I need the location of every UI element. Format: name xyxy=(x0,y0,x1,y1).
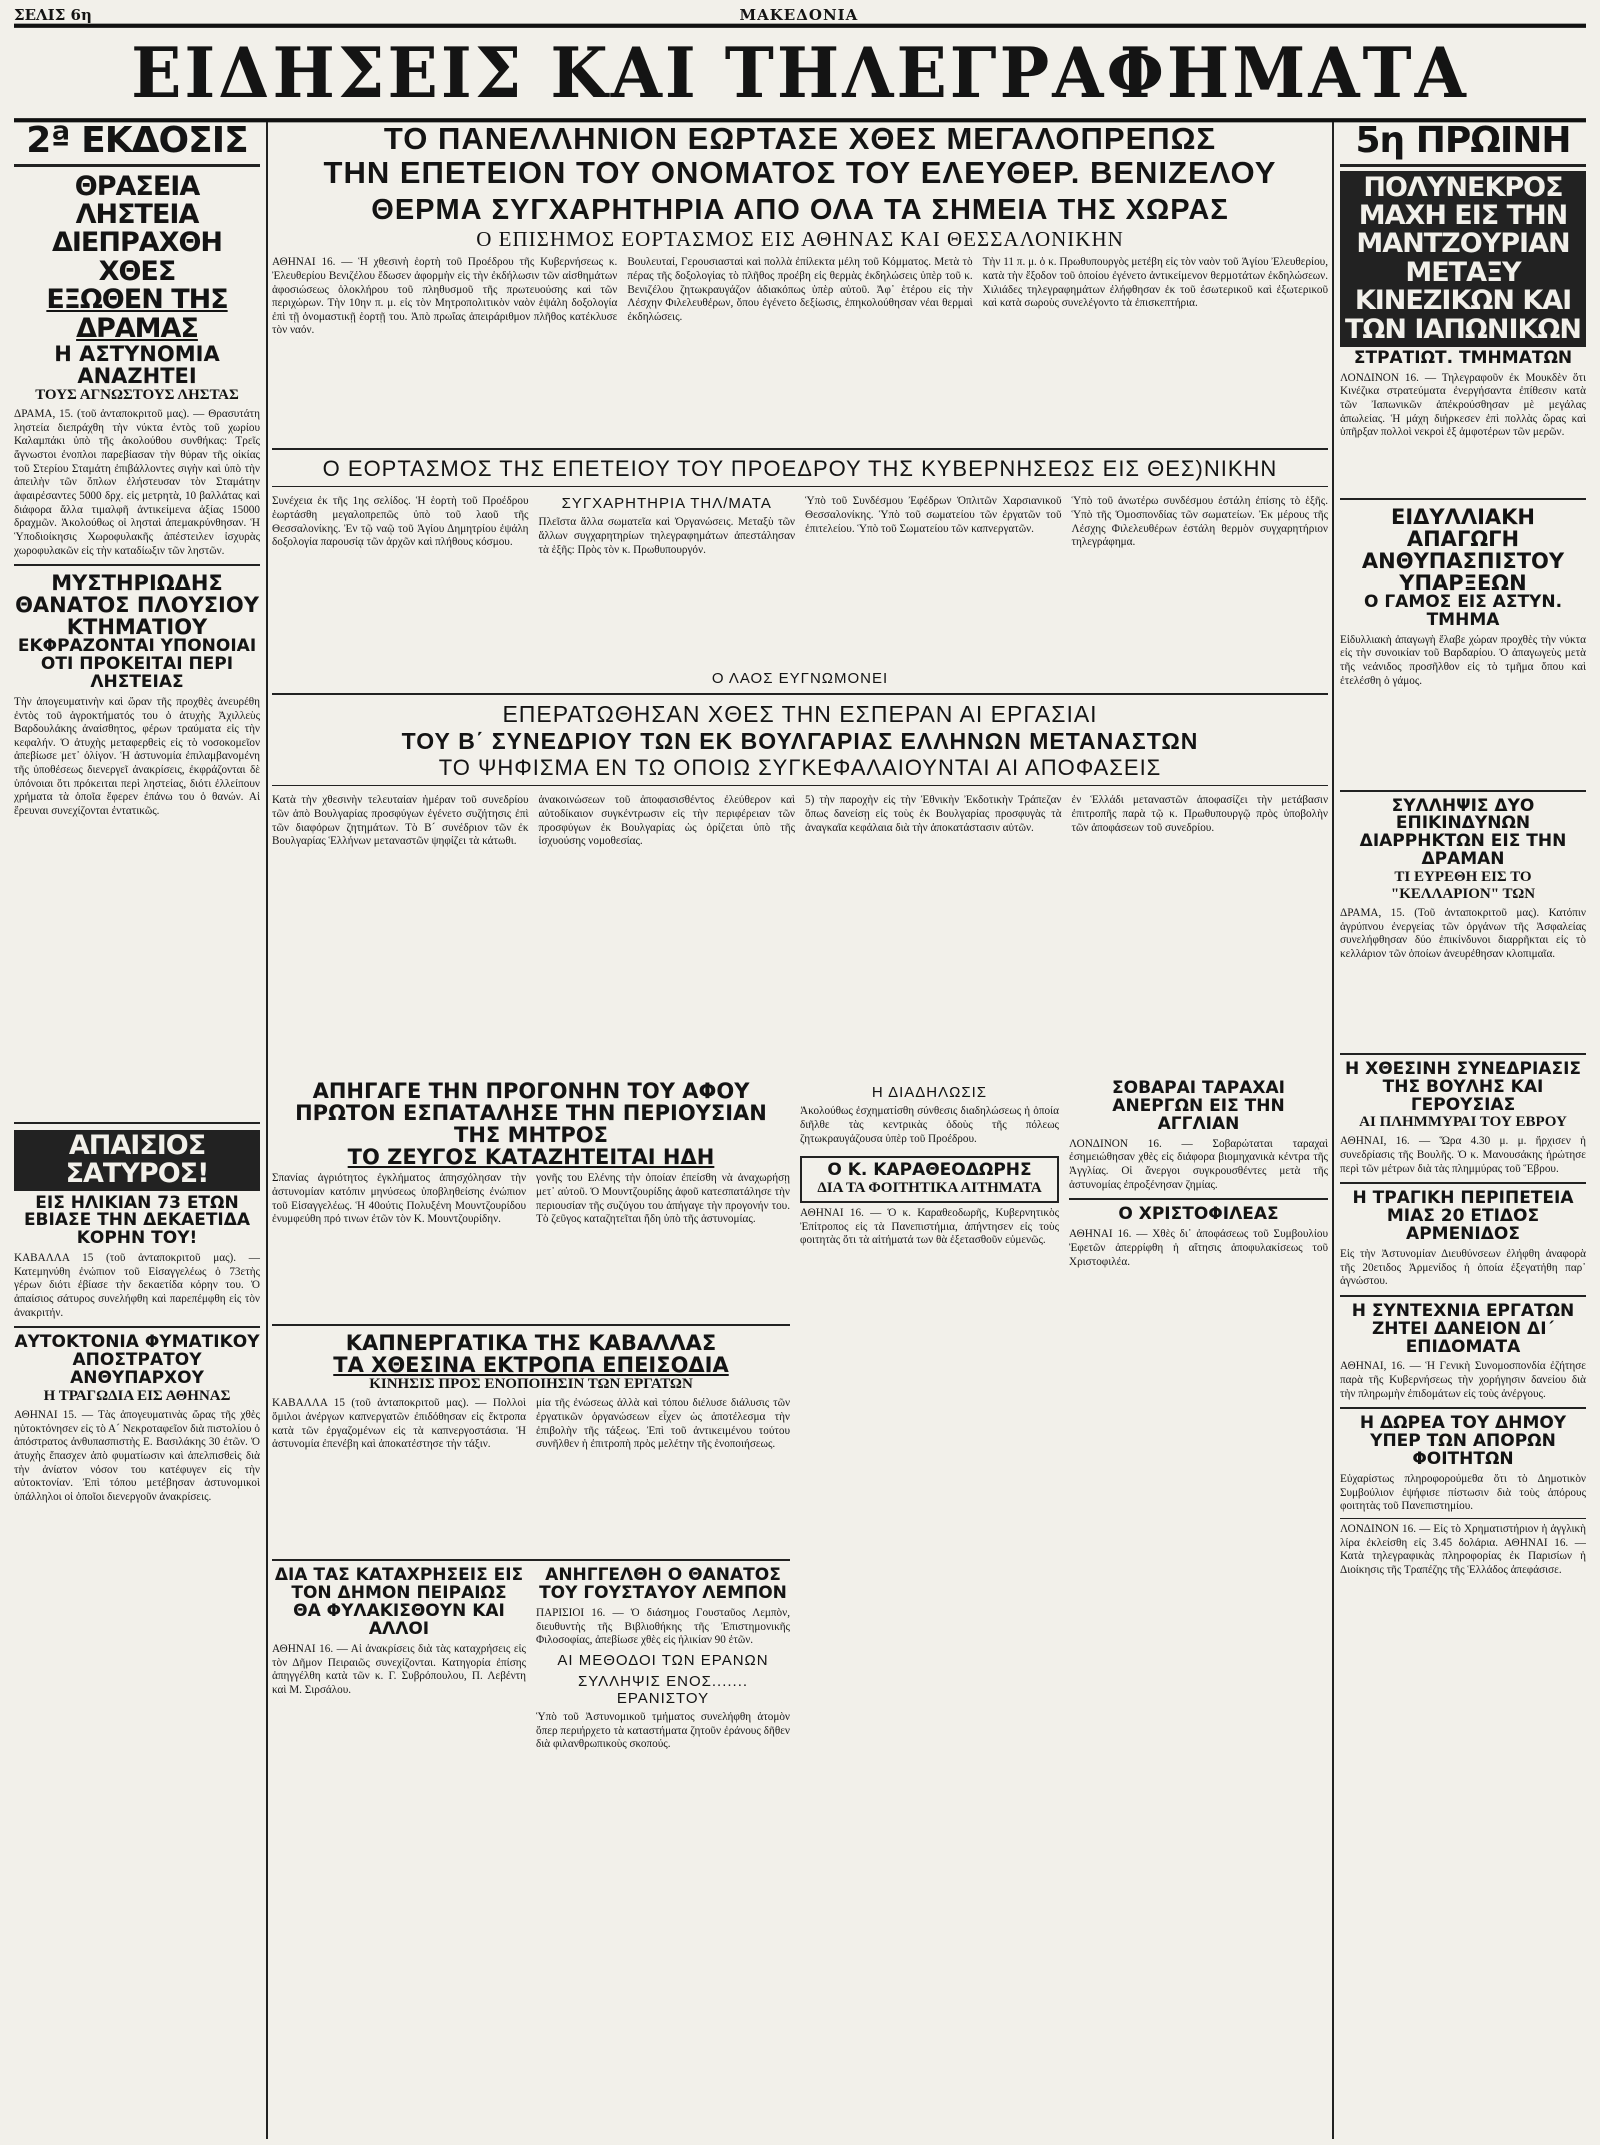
headline: ΚΑΠΝΕΡΓΑΤΙΚΑ ΤΗΣ ΚΑΒΑΛΛΑΣ xyxy=(345,1331,717,1356)
lead-subheadline: ΘΕΡΜΑ ΣΥΓΧΑΡΗΤΗΡΙΑ ΑΠΟ ΟΛΑ ΤΑ ΣΗΜΕΙΑ ΤΗΣ ΧΩΡΑΣ xyxy=(371,194,1229,227)
headline: ΑΥΤΟΚΤΟΝΙΑ ΦΥΜΑΤΙΚΟΥ ΑΠΟΣΤΡΑΤΟΥ ΑΝΘΥΠΑΡΧΟΥ xyxy=(14,1332,260,1389)
article-body: μία τῆς ἐνώσεως ἀλλὰ καὶ τόπου διέλυσε διάλυσις τῶν ἐργατικῶν ὀργανώσεων εἶχεν ὡς ἀποτέλεσμα τὴν ἐπιβολὴν τῆς τάξεως. Ἐπὶ τοῦ ἀντικειμένου τούτου συνῆλθεν ἡ ἐπιτροπὴ πρὸς μελέτην τῆς ἑνοποιήσεως. xyxy=(536,1397,790,1451)
edition-label: 5η ΠΡΩΙΝΗ xyxy=(1340,122,1586,167)
lead-headline: ΤΗΝ ΕΠΕΤΕΙΟΝ ΤΟΥ ΟΝΟΜΑΤΟΣ ΤΟΥ ΕΛΕΥΘΕΡ. ΒΕΝΙΖΕΛΟΥ xyxy=(323,155,1277,191)
subheadline: Η ΔΙΑΔΗΛΩΣΙΣ xyxy=(871,1084,988,1102)
article-body: Βουλευταί, Γερουσιασταὶ καὶ πολλὰ ἐπίλεκτα μέλη τοῦ Κόμματος. Μετὰ τὸ πέρας τῆς δοξολογίας τὸ πλῆθος προέβη εἰς θερμὰς ἐκδηλώσεις ὑπὲρ τοῦ κ. Βενιζέλου ζητωκραυγάζον ἀδιακόπως ὑπὲρ αὐτοῦ. Ἀφ᾽ ἑτέρου εἰς τὴν Λέσχην Φιλελευθέρων, ὅπου ἐγένετο δεξίωσις, ἐπηκολούθησαν νέαι θερμαὶ ἐκδηλώσεις. xyxy=(627,256,973,323)
subheadline: Ο ΛΑΟΣ ΕΥΓΝΩΜΟΝΕΙ xyxy=(711,670,889,688)
article-body: ἐν Ἑλλάδι μεταναστῶν ἀποφασίζει τὴν μετάβασιν ἐπιτροπῆς παρὰ τῷ κ. Πρωθυπουργῷ πρὸς ὑποβολὴν τῶν ἀποφάσεων τοῦ συνεδρίου. xyxy=(1071,794,1328,834)
unemployed-story xyxy=(1069,1080,1328,1756)
headline: ΠΟΛΥΝΕΚΡΟΣ ΜΑΧΗ ΕΙΣ ΤΗΝ ΜΑΝΤΖΟΥΡΙΑΝ ΜΕΤΑΞΥ ΚΙΝΕΖΙΚΩΝ ΚΑΙ ΤΩΝ ΙΑΠΩΝΙΚΩΝ xyxy=(1340,171,1586,347)
article-body: ΛΟΝΔΙΝΟΝ 16. — Εἰς τὸ Χρηματιστήριον ἡ ἀγγλικὴ λίρα ἐκλείσθη εἰς 3.45 δολάρια. ΑΘΗΝΑΙ 16. — Κατὰ τηλεγραφικὰς πληροφορίας ἐκ Παρισίων ἡ Διοίκησις τῆς Τραπέζης τῆς Ἑλλάδος ἀπεφάσισε. xyxy=(1340,1522,1586,1576)
article-body: Σπανίας ἀγριότητος ἐγκλήματος ἀπησχόλησαν τὴν ἀστυνομίαν κατόπιν μηνύσεως ὑποβληθείσης ἐνώπιον τοῦ Εἰσαγγελέως. Ἡ 40ούτις Πολυξένη Μουντζουρίδου ἐνυμφεύθη πρό τινων ἐτῶν τὸν Κ. Μουντζουρίδην. xyxy=(272,1172,526,1226)
headline: Ο Κ. ΚΑΡΑΘΕΟΔΩΡΗΣ xyxy=(827,1160,1032,1181)
edition-label: 2ª ΕΚΔΟΣΙΣ xyxy=(14,122,260,167)
article-body: Συνέχεια ἐκ τῆς 1ης σελίδος. Ἡ ἑορτὴ τοῦ Προέδρου ἑωρτάσθη μεγαλοπρεπῶς ὑπὸ τοῦ λαοῦ τῆς Θεσσαλονίκης. Ἐν τῷ ναῷ τοῦ Ἁγίου Δημητρίου ἐψάλη δοξολογία παρουσίᾳ τῶν ἀρχῶν καὶ πλήθους κόσμου. xyxy=(272,495,529,549)
headline: Η ΧΘΕΣΙΝΗ ΣΥΝΕΔΡΙΑΣΙΣ ΤΗΣ ΒΟΥΛΗΣ ΚΑΙ ΓΕΡΟΥΣΙΑΣ xyxy=(1344,1058,1582,1115)
article-body: ΚΑΒΑΛΛΑ 15 (τοῦ ἀνταποκριτοῦ μας). — Κατεμηνύθη ἐνώπιον τοῦ Εἰσαγγελέως ὁ 73ετὴς γέρων διότι ἐβίασε τὴν δεκαετίδα κόρην του. Ὁ ἀπαίσιος σάτυρος συνελήφθη καὶ παρεπέμφθη εἰς τὸν ἀνακριτήν. xyxy=(14,1252,260,1319)
dowry-story xyxy=(272,1080,790,1756)
subheadline: ΤΙ ΕΥΡΕΘΗ ΕΙΣ ΤΟ "ΚΕΛΛΑΡΙΟΝ" ΤΩΝ xyxy=(1390,868,1536,902)
headline: ΕΞΩΘΕΝ ΤΗΣ ΔΡΑΜΑΣ xyxy=(46,284,228,344)
subheadline: ΣΥΓΧΑΡΗΤΗΡΙΑ ΤΗΛ/ΜΑΤΑ xyxy=(561,495,772,513)
article-body: ΛΟΝΔΙΝΟΝ 16. — Σοβαρώταται ταραχαὶ ἐσημειώθησαν χθὲς εἰς διάφορα βιομηχανικὰ κέντρα τῆς Ἀγγλίας. Οἱ ἄνεργοι συγκρουσθέντες μετὰ τῆς ἀστυνομίας ἐπροξένησαν ζημίας. xyxy=(1069,1137,1328,1191)
subheadline: ΕΙΣ ΗΛΙΚΙΑΝ 73 ΕΤΩΝ ΕΒΙΑΣΕ ΤΗΝ ΔΕΚΑΕΤΙΔΑ ΚΟΡΗΝ ΤΟΥ! xyxy=(23,1192,251,1249)
lebon-story xyxy=(536,1567,790,1756)
headline: ΑΝΗΓΓΕΛΘΗ Ο ΘΑΝΑΤΟΣ ΤΟΥ ΓΟΥΣΤΑΥΟΥ ΛΕΜΠΟΝ xyxy=(539,1565,787,1604)
article-body: 5) τὴν παροχὴν εἰς τὴν Ἐθνικὴν Ἐκδοτικὴν Τράπεζαν ὅπως δανείσῃ εἰς τοὺς ἐκ Βουλγαρίας προσφυγὰς τὰ ἀναγκαῖα κεφάλαια διὰ τὴν ἀποκατάστασιν αὐτῶν. xyxy=(805,794,1062,834)
headline: Η ΔΩΡΕΑ ΤΟΥ ΔΗΜΟΥ ΥΠΕΡ ΤΩΝ ΑΠΟΡΩΝ ΦΟΙΤΗΤΩΝ xyxy=(1359,1413,1567,1470)
carath-box xyxy=(800,1156,1059,1203)
lead-subheadline: Ο ΕΠΙΣΗΜΟΣ ΕΟΡΤΑΣΜΟΣ ΕΙΣ ΑΘΗΝΑΣ ΚΑΙ ΘΕΣΣΑΛΟΝΙΚΗΝ xyxy=(476,227,1124,252)
piraeus-story xyxy=(272,1567,526,1756)
headline: ΤΟ ΖΕΥΓΟΣ ΚΑΤΑΖΗΤΕΙΤΑΙ ΗΔΗ xyxy=(347,1145,715,1170)
subheadline: ΑΙ ΜΕΘΟΔΟΙ ΤΩΝ ΕΡΑΝΩΝ xyxy=(557,1652,769,1670)
page-label: ΣΕΛΙΣ 6η xyxy=(14,6,92,24)
headline: ΣΟΒΑΡΑΙ ΤΑΡΑΧΑΙ ΑΝΕΡΓΩΝ ΕΙΣ ΤΗΝ ΑΓΓΛΙΑΝ xyxy=(1112,1078,1285,1134)
article-body: ΑΘΗΝΑΙ 16. — Ἡ χθεσινὴ ἑορτὴ τοῦ Προέδρου τῆς Κυβερνήσεως κ. Ἐλευθερίου Βενιζέλου ἔδωσεν ἀφορμὴν εἰς τὴν ἐκδήλωσιν τῶν αἰσθημάτων ἀφοσιώσεως ὁλοκλήρου τοῦ πληθυσμοῦ τῆς πρωτευούσης καὶ τῶν περιχώρων. Τὴν 10ην π. μ. εἰς τὸν Μητροπολιτικὸν ναὸν ἐψάλη δοξολογία ἐπὶ τῇ ὀνομαστικῇ ἑορτῇ του. Ἀπὸ πρωΐας ἀπειράριθμον πλῆθος κατέκλυσε τὸν ναόν. xyxy=(272,256,618,337)
headline: Η ΣΥΝΤΕΧΝΙΑ ΕΡΓΑΤΩΝ ΖΗΤΕΙ ΔΑΝΕΙΟΝ ΔΙ΄ ΕΠΙΔΟΜΑΤΑ xyxy=(1351,1300,1575,1357)
article-column xyxy=(272,491,529,666)
article-body: ΑΘΗΝΑΙ, 16. — Ἡ Γενικὴ Συνομοσπονδία ἐζήτησε παρὰ τῆς Κυβερνήσεως τὴν χορήγησιν δανείου διὰ τὴν πληρωμὴν ἐπιδομάτων εἰς τοὺς ἀνέργους. xyxy=(1340,1360,1586,1400)
subheadline: ΣΤΡΑΤΙΩΤ. ΤΜΗΜΑΤΩΝ xyxy=(1353,347,1573,368)
subheadline: ΕΚΦΡΑΖΟΝΤΑΙ ΥΠΟΝΟΙΑΙ ΟΤΙ ΠΡΟΚΕΙΤΑΙ ΠΕΡΙ ΛΗΣΤΕΙΑΣ xyxy=(17,636,257,692)
article-body: Πλεῖστα ἄλλα σωματεῖα καὶ Ὀργανώσεις. Μεταξὺ τῶν ἄλλων συγχαρητηρίων τηλεγραφημάτων ἀπεστάλησαν τὰ ἑξῆς: Πρὸς τὸν κ. Πρωθυπουργόν. xyxy=(538,516,795,556)
section-headline: ΤΟ ΨΗΦΙΣΜΑ ΕΝ ΤΩ ΟΠΟΙΩ ΣΥΓΚΕΦΑΛΑΙΟΥΝΤΑΙ ΑΙ ΑΠΟΦΑΣΕΙΣ xyxy=(438,755,1162,781)
headline: ΔΙΑ ΤΑΣ ΚΑΤΑΧΡΗΣΕΙΣ ΕΙΣ ΤΟΝ ΔΗΜΟΝ ΠΕΙΡΑΙΩΣ xyxy=(274,1565,524,1604)
subheadline: Η ΤΡΑΓΩΔΙΑ ΕΙΣ ΑΘΗΝΑΣ xyxy=(43,1387,231,1404)
article-body: Τὴν 11 π. μ. ὁ κ. Πρωθυπουργὸς μετέβη εἰς τὸν ναὸν τοῦ Ἁγίου Ἐλευθερίου, κατὰ τὴν ἔξοδον τοῦ ὁποίου ἐγένετο ἀντικείμενον θερμοτάτων ἐκδηλώσεων. Χιλιάδες τηλεγραφημάτων ἐλήφθησαν ἐκ τοῦ ἐσωτερικοῦ καὶ ἐξωτερικοῦ καὶ κατὰ σωροὺς συνελέγοντο τὰ ἐπισκεπτήρια. xyxy=(982,256,1328,310)
article-body: ΑΘΗΝΑΙ 16. — Αἱ ἀνακρίσεις διὰ τὰς καταχρήσεις εἰς τὸν Δῆμον Πειραιῶς συνεχίζονται. Κατηγορία ἐπίσης ἀπηγγέλθη κατὰ τῶν κ. Γ. Συβρόπουλου, Π. Λεβέντη καὶ Μ. Σιρσάλου. xyxy=(272,1642,526,1696)
article-body: Εἰς τὴν Ἀστυνομίαν Διευθύνσεων ἐλήφθη ἀναφορὰ τῆς 20ετιδος Ἀρμενίδος ἡ ὁποία ἐξεγατήθη παρ᾽ ἀγνώστου. xyxy=(1340,1247,1586,1288)
headline: ΤΑ ΧΘΕΣΙΝΑ ΕΚΤΡΟΠΑ ΕΠΕΙΣΟΔΙΑ xyxy=(333,1353,729,1378)
article-body: Κατὰ τὴν χθεσινὴν τελευταίαν ἡμέραν τοῦ συνεδρίου τῶν ἀπὸ Βουλγαρίας προσφύγων ἐγένετο συζήτησις ἐπὶ τῶν διαφόρων ζητημάτων. Τὸ Β´ συνέδριον τῶν ἐκ Βουλγαρίας Ἑλλήνων μεταναστῶν ψηφίζει τὰ κάτωθι. xyxy=(272,794,529,848)
headline: ΑΠΗΓΑΓΕ ΤΗΝ ΠΡΟΓΟΝΗΝ ΤΟΥ ΑΦΟΥ ΠΡΩΤΟΝ ΕΣΠΑΤΑΛΗΣΕ ΤΗΝ ΠΕΡΙΟΥΣΙΑΝ ΤΗΣ ΜΗΤΡΟΣ xyxy=(295,1079,767,1148)
paper-name: ΜΑΚΕΔΟΝΙΑ xyxy=(739,6,859,24)
article-body: ΑΘΗΝΑΙ 16. — Χθὲς δι᾽ ἀποφάσεως τοῦ Συμβουλίου Ἐφετῶν ἀπερρίφθη ἡ αἴτησις ἀποφυλακίσεως τοῦ Χριστοφιλέα. xyxy=(1069,1228,1328,1268)
article-body: Εἰδυλλιακὴ ἀπαγωγὴ ἔλαβε χώραν προχθὲς τὴν νύκτα εἰς τὴν συνοικίαν τοῦ Βαρδαρίου. Ὁ ἀπαγωγεὺς μετὰ τῆς νεάνιδος προσῆλθον εἰς τὸ τμῆμα ὅπου καὶ ἐτελέσθη ὁ γάμος. xyxy=(1340,633,1586,687)
section-headline: Ο ΕΟΡΤΑΣΜΟΣ ΤΗΣ ΕΠΕΤΕΙΟΥ ΤΟΥ ΠΡΟΕΔΡΟΥ ΤΗΣ ΚΥΒΕΡΝΗΣΕΩΣ ΕΙΣ ΘΕΣ)ΝΙΚΗΝ xyxy=(322,456,1278,482)
diadoxis-story xyxy=(800,1080,1059,1756)
article-body: ΑΘΗΝΑΙ 16. — Ὁ κ. Καραθεοδωρῆς, Κυβερνητικὸς Ἐπίτροπος εἰς τὰ Πανεπιστήμια, ἀπήντησεν εἰς τοὺς φοιτητὰς ὅτι τὰ αἰτήματά των θὰ ἐξετασθοῦν εὐμενῶς. xyxy=(800,1207,1059,1247)
headline: ΣΥΛΛΗΨΙΣ ΔΥΟ ΕΠΙΚΙΝΔΥΝΩΝ ΔΙΑΡΡΗΚΤΩΝ ΕΙΣ ΤΗΝ ΔΡΑΜΑΝ xyxy=(1359,795,1567,870)
article-body: Τὴν ἀπογευματινὴν καὶ ὥραν τῆς προχθὲς ἀνευρέθη ἐντὸς τοῦ ἀγροκτήματός του ὁ ἀτυχὴς Ἀχιλλεὺς Βαρδουλάκης ἀναίσθητος, φέρων τραύματα εἰς τὴν κεφαλήν. Ὁ ἀτυχὴς μεταφερθεὶς εἰς τὸ νοσοκομεῖον ἀπεβίωσε μετ᾽ ὀλίγον. Ἡ ἀστυνομία ἐπιλαμβανομένη τῆς ὑποθέσεως διενεργεῖ ἀνακρίσεις, ἐκφράζονται δὲ ὑπόνοιαι ὅτι πρόκειται περὶ ληστείας, διότι ἐλλείπουν χρήματα τὰ ὁποῖα ἔφερεν ἐπάνω του ὁ θανών. Αἱ ἔρευναι συνεχίζονται ἐντατικῶς. xyxy=(14,695,260,818)
right-column xyxy=(1332,122,1586,2139)
article-body: ΑΘΗΝΑΙ 15. — Τὰς ἀπογευματινὰς ὥρας τῆς χθὲς ηὐτοκτόνησεν εἰς τὸ Α´ Νεκροταφεῖον διὰ πιστολίου ὁ ἀπόστρατος ἀνθυπασπιστὴς Ε. Βασιλάκης 30 ἐτῶν. Ὁ ἀτυχὴς ἔπασχεν ἀπὸ φυματίωσιν καὶ ἀπελπισθεὶς διὰ τὴν ἀνίατον νόσον του κατέφυγεν εἰς τὴν αὐτοκτονίαν. Ἐπὶ τόπου μετέβησαν ἀστυνομικοὶ ὑπάλληλοι οἱ ὁποῖοι διενεργοῦν ἀνακρίσεις. xyxy=(14,1408,260,1503)
headline: ΕΙΔΥΛΛΙΑΚΗ ΑΠΑΓΩΓΗ ΑΝΘΥΠΑΣΠΙΣΤΟΥ ΥΠΑΡΞΕΩΝ xyxy=(1361,504,1565,595)
article-body: Ὑπὸ τοῦ Ἀστυνομικοῦ τμήματος συνελήφθη ἀτομὸν ὅπερ περιήρχετο τὰ καταστήματα ζητοῦν ἐράνους δῆθεν διὰ φιλανθρωπικοὺς σκοπούς. xyxy=(536,1711,790,1751)
section-headline: ΤΟΥ Β΄ ΣΥΝΕΔΡΙΟΥ ΤΩΝ ΕΚ ΒΟΥΛΓΑΡΙΑΣ ΕΛΛΗΝΩΝ ΜΕΤΑΝΑΣΤΩΝ xyxy=(401,728,1199,755)
section-headline: ΕΠΕΡΑΤΩΘΗΣΑΝ ΧΘΕΣ ΤΗΝ ΕΣΠΕΡΑΝ ΑΙ ΕΡΓΑΣΙΑΙ xyxy=(502,701,1098,728)
subheadline: ΣΥΛΛΗΨΙΣ ΕΝΟΣ....... ΕΡΑΝΙΣΤΟΥ xyxy=(577,1673,749,1708)
left-column xyxy=(14,122,268,2139)
article-body: Ἀκολούθως ἐσχηματίσθη σύνθεσις διαδηλώσεως ἡ ὁποία διῆλθε τὰς κεντρικὰς ὁδοὺς τῆς πόλεως ζητωκραυγάζουσα ὑπὲρ τοῦ Προέδρου. xyxy=(800,1105,1059,1145)
center-columns xyxy=(272,122,1328,2139)
article-body: Ὑπὸ τοῦ ἀνωτέρω συνδέσμου ἐστάλη ἐπίσης τὸ ἑξῆς. Ὑπὸ τῆς Ὁμοσπονδίας τῶν σωματείων. Ἐκ μέρους τῆς Λέσχης Φιλελευθέρων ἐστάλη θερμὸν συγχαρητήριον τηλεγράφημα. xyxy=(1071,495,1328,549)
headline: ΜΥΣΤΗΡΙΩΔΗΣ ΘΑΝΑΤΟΣ ΠΛΟΥΣΙΟΥ ΚΤΗΜΑΤΙΟΥ xyxy=(15,571,259,640)
top-line xyxy=(14,6,1586,24)
article-body: ΔΡΑΜΑ, 15. (τοῦ ἀνταποκριτοῦ μας). — Θρασυτάτη ληστεία διεπράχθη τὴν νύκτα ἐντὸς τοῦ χωρίου Καλαμπάκι ὑπὸ τῆς ἀκολούθου συνθήκας: Τρεῖς ἄγνωστοι ἐνοπλοι παρεβίασαν τὴν θύραν τῆς οἰκίας τοῦ Στερίου Σταμάτη ἐπιβάλλοντες σιγὴν καὶ ὑπὸ τὴν ἀπειλὴν τῶν ὅπλων ἐλήστευσαν τὸν Σταμάτην ἀφαιρέσαντες 5000 δρχ. εἰς μετρητὰ, 10 βαλλάτας καὶ διάφορα ἄλλα τιμαλφῆ ἀντικείμενα ἀξίας 15000 δραχμῶν. Ἀκολούθως οἱ λησταὶ ἀπεμακρύνθησαν. Ἡ Ὑποδιοίκησις Χωροφυλακῆς ἀπέστειλεν ἰσχυρὰς χωροφυλακῶν εἰς τὴν καταδίωξιν τῶν ληστῶν. xyxy=(14,407,260,557)
headline: ΘΡΑΣΕΙΑ ΛΗΣΤΕΙΑ ΔΙΕΠΡΑΧΘΗ ΧΘΕΣ xyxy=(51,170,223,287)
article-body: γονῆς του Ελένης τὴν ὁποίαν ἐπείσθη νὰ ἀναχωρήσῃ μετ᾽ αὐτοῦ. Ὁ Μουντζουρίδης ἀφοῦ κατεσπατάλησε τὴν περιουσίαν τῆς συζύγου του ἀπήγαγε τὴν προγονήν του. Τὸ ζεῦγος καταζητεῖται ἤδη ὑπὸ τῆς ἀστυνομίας. xyxy=(536,1172,790,1226)
subheadline: ΚΙΝΗΣΙΣ ΠΡΟΣ ΕΝΟΠΟΙΗΣΙΝ ΤΩΝ ΕΡΓΑΤΩΝ xyxy=(369,1376,693,1393)
masthead: ΕΙΔΗΣΕΙΣ ΚΑΙ ΤΗΛΕΓΡΑΦΗΜΑΤΑ xyxy=(14,24,1586,123)
subheadline: ΤΟΥΣ ΑΓΝΩΣΤΟΥΣ ΛΗΣΤΑΣ xyxy=(35,386,239,403)
headline: ΘΑ ΦΥΛΑΚΙΣΘΟΥΝ ΚΑΙ ΑΛΛΟΙ xyxy=(293,1601,505,1639)
headline: Η ΤΡΑΓΙΚΗ ΠΕΡΙΠΕΤΕΙΑ ΜΙΑΣ 20 ΕΤΙΔΟΣ ΑΡΜΕΝΙΔΟΣ xyxy=(1352,1188,1574,1245)
article-body: ΠΑΡΙΣΙΟΙ 16. — Ὁ διάσημος Γουσταῦος Λεμπὸν, διευθυντὴς τῆς Βιβλιοθήκης τῆς Ἐπιστημονικῆς Φιλοσοφίας, ἀπεβίωσε χθὲς εἰς ἡλικίαν 90 ἐτῶν. xyxy=(536,1607,790,1647)
subheadline: Η ΑΣΤΥΝΟΜΙΑ ΑΝΑΖΗΤΕΙ xyxy=(54,341,220,388)
headline: ΑΠΑΙΣΙΟΣ ΣΑΤΥΡΟΣ! xyxy=(14,1130,260,1191)
subheadline: ΑΙ ΠΛΗΜΜΥΡΑΙ ΤΟΥ ΕΒΡΟΥ xyxy=(1359,1114,1567,1131)
article-body: Ὑπὸ τοῦ Συνδέσμου Ἐφέδρων Ὁπλιτῶν Χαρσιανικοῦ Θεσσαλονίκης. Ὑπὸ τοῦ σωματείου τῶν ἐργατῶν τοῦ ἐπιτελείου. Ὑπὸ τοῦ Σωματείου τῶν καπνεργατῶν. xyxy=(805,495,1062,535)
lead-headline: ΤΟ ΠΑΝΕΛΛΗΝΙΟΝ ΕΩΡΤΑΣΕ ΧΘΕΣ ΜΕΓΑΛΟΠΡΕΠΩΣ xyxy=(383,122,1217,156)
article-body: Εὐχαρίστως πληροφορούμεθα ὅτι τὸ Δημοτικὸν Συμβούλιον ἐψήφισε πίστωσιν διὰ τοὺς ἀπόρους φοιτητὰς τοῦ Πανεπιστημίου. xyxy=(1340,1472,1586,1513)
subheadline: Ο ΓΑΜΟΣ ΕΙΣ ΑΣΤΥΝ. ΤΜΗΜΑ xyxy=(1363,591,1563,630)
article-column xyxy=(539,491,796,666)
article-body: ΚΑΒΑΛΛΑ 15 (τοῦ ἀνταποκριτοῦ μας). — Πολλοὶ ὅμιλοι ἀνέργων καπνεργατῶν ἐπιδόθησαν εἰς ἔκτροπα κατὰ τῶν ἐργαζομένων εἰς τὰ καπνεργοστάσια. Ἡ ἀστυνομία ἐπενέβη καὶ ἀποκατέστησε τὴν τάξιν. xyxy=(272,1397,526,1451)
headline: Ο ΧΡΙΣΤΟΦΙΛΕΑΣ xyxy=(1118,1204,1279,1225)
article-body: ΔΡΑΜΑ, 15. (Τοῦ ἀνταποκριτοῦ μας). Κατόπιν ἀγρύπνου ἐνεργείας τῶν ὀργάνων τῆς Ἀσφαλείας συνελήφθησαν δύο ἐπικίνδυνοι διαρρῆκται εἰς τὸ κελλάριον τῶν ὁποίων ἀνευρέθησαν κλοπιμαῖα. xyxy=(1340,906,1586,960)
subheadline: ΔΙΑ ΤΑ ΦΟΙΤΗΤΙΚΑ ΑΙΤΗΜΑΤΑ xyxy=(817,1180,1042,1196)
article-body: ἀνακοινώσεων τοῦ ἀποφασισθέντος ἐλεύθερον καὶ αὐτοδίκαιον συγκέντρωσιν εἰς τὴν περιφέρειαν τῶν προσφύγων ἐκ Βουλγαρίας ὡς ὁρίζεται ὑπὸ τῆς ἰσχυούσης νομοθεσίας. xyxy=(538,794,795,848)
article-body: ΑΘΗΝΑΙ, 16. — Ὥρα 4.30 μ. μ. ἤρχισεν ἡ συνεδρίασις τῆς Βουλῆς. Ὁ κ. Μανουσάκης ἠρώτησε περὶ τῶν μέτρων διὰ τὰς πλημμύρας τοῦ Ἕβρου. xyxy=(1340,1135,1586,1175)
article-body: ΛΟΝΔΙΝΟΝ 16. — Τηλεγραφοῦν ἐκ Μουκδὲν ὅτι Κινέζικα στρατεύματα ἐνεργήσαντα ἐπίθεσιν κατὰ τῶν Ἰαπωνικῶν ἀπέκρούσθησαν μὲ μεγάλας ἀπωλείας. Ἡ μάχη διήρκεσεν ἐπὶ πολλὰς ὥρας καὶ ὑπῆρξαν πολλοὶ νεκροὶ ἐξ ἀμφοτέρων τῶν μερῶν. xyxy=(1340,371,1586,439)
